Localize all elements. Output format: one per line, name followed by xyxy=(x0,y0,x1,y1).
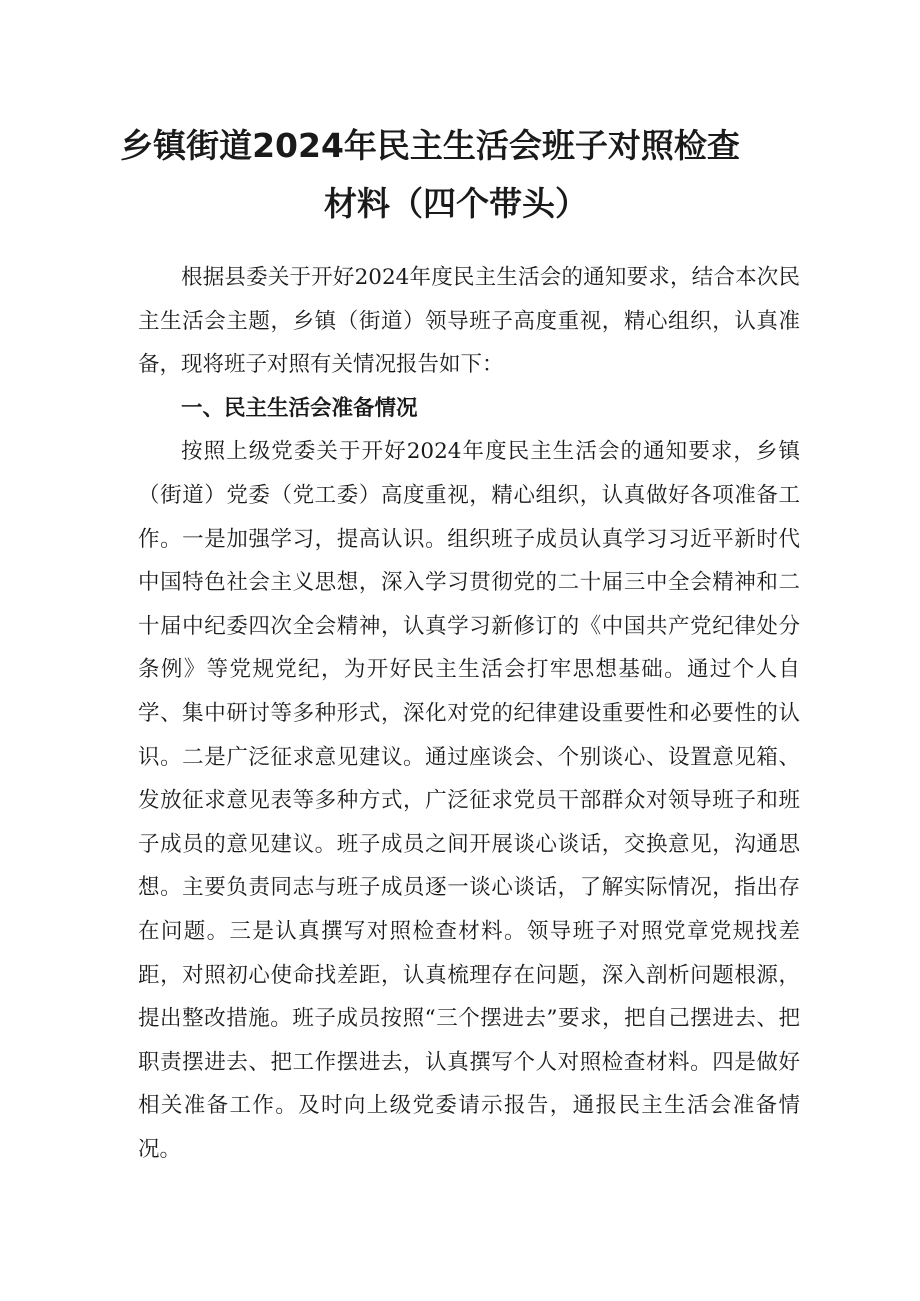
document-title-line-2: 材料（四个带头） xyxy=(324,184,588,223)
intro-paragraph: 根据县委关于开好2024年度民主生活会的通知要求，结合本次民主生活会主题，乡镇（街道）领导班子高度重视，精心组织，认真准备，现将班子对照有关情况报告如下： xyxy=(138,265,800,378)
section-heading: 一、民主生活会准备情况 xyxy=(181,395,418,421)
document-title-line-1: 乡镇街道2024年民主生活会班子对照检查 xyxy=(120,126,740,165)
section-paragraph: 按照上级党委关于开好2024年度民主生活会的通知要求，乡镇（街道）党委（党工委）高度重视，精心组织，认真做好各项准备工作。一是加强学习，提高认识。组织班子成员认真学习习近平新时代中国特色社会主义思想，深入学习贯彻党的二十届三中全会精神和二十届中纪委四次全会精神，认真学习新修订的《中国共产党纪律处分条例》等党规党纪，为开好民主生活会打牢思想基础。通过个人自学、集中研讨等多种形式，深化对党的纪律建设重要性和必要性的认识。二是广泛征求意见建议。通过座谈会、个别谈心、设置意见箱、发放征求意见表等多种方式，广泛征求党员干部群众对领导班子和班子成员的意见建议。班子成员之间开展谈心谈话，交换意见，沟通思想。主要负责同志与班子成员逐一谈心谈话，了解实际情况，指出存在问题。三是认真撰写对照检查材料。领导班子对照党章党规找差距，对照初心使命找差距，认真梳理存在问题，深入剖析问题根源，提出整改措施。班子成员按照“三个摆进去”要求，把自己摆进去、把职责摆进去、把工作摆进去，认真撰写个人对照检查材料。四是做好相关准备工作。及时向上级党委请示报告，通报民主生活会准备情况。 xyxy=(138,439,800,1162)
document-body xyxy=(138,256,800,1171)
